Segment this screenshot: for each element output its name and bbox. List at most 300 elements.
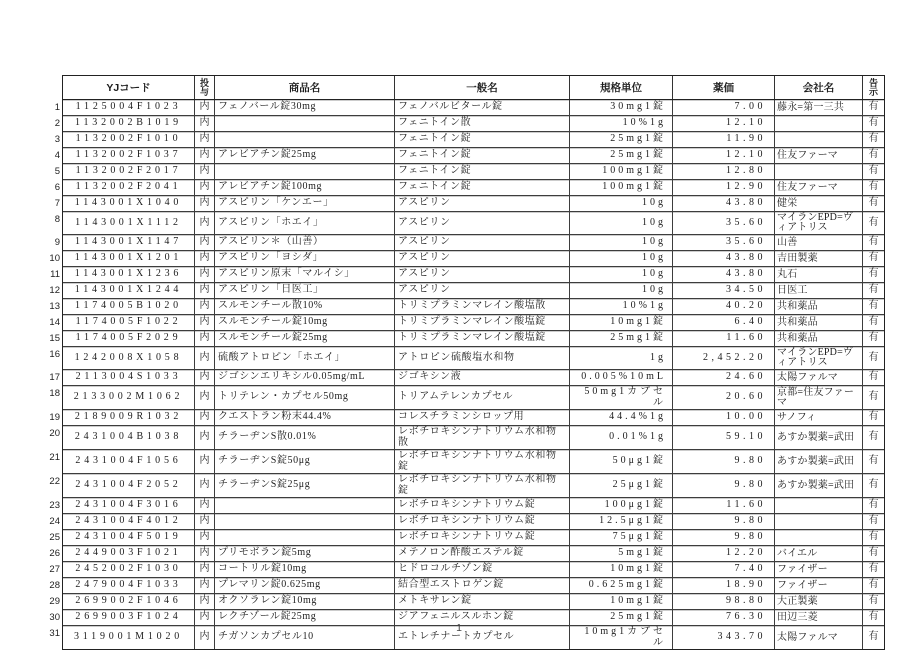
- generic-name-cell: フェノバルビタール錠: [395, 100, 570, 115]
- yj-code-cell: 1174005F1022: [63, 315, 195, 330]
- row-number: 6: [54, 182, 60, 193]
- company-cell: マイランEPD=ヴィアトリス: [775, 212, 863, 234]
- generic-name-cell: フェニトイン散: [395, 116, 570, 131]
- price-cell: 34.50: [673, 283, 775, 298]
- brand-name-cell: プリモボラン錠5mg: [215, 546, 395, 561]
- table-row: [49, 251, 884, 267]
- route-cell: 内: [195, 410, 215, 425]
- row-number: 29: [49, 596, 60, 607]
- unit-cell: 25mg1錠: [570, 610, 673, 625]
- company-cell: 京都=住友ファーマ: [775, 386, 863, 409]
- column-header-yj-code: YJコード: [63, 76, 195, 99]
- column-header-unit: 規格単位: [570, 76, 673, 99]
- brand-name-cell: [215, 116, 395, 131]
- brand-name-cell: アスピリン「ヨシダ」: [215, 251, 395, 266]
- company-cell: 日医工: [775, 283, 863, 298]
- table-body: [49, 100, 884, 649]
- yj-code-cell: 1143001X1236: [63, 267, 195, 282]
- price-cell: 9.80: [673, 450, 775, 473]
- price-cell: 11.60: [673, 498, 775, 513]
- route-cell: 内: [195, 283, 215, 298]
- brand-name-cell: レクチゾール錠25mg: [215, 610, 395, 625]
- table-row: [49, 626, 884, 649]
- price-cell: 43.80: [673, 251, 775, 266]
- page-number: 1: [456, 622, 462, 634]
- company-cell: あすか製薬=武田: [775, 450, 863, 473]
- row-number: 30: [49, 612, 60, 623]
- route-cell: 内: [195, 148, 215, 163]
- route-cell: 内: [195, 331, 215, 346]
- table-row: [49, 530, 884, 546]
- brand-name-cell: チラーヂンS錠25μg: [215, 474, 395, 497]
- yj-code-cell: 1125004F1023: [63, 100, 195, 115]
- brand-name-cell: チガソンカプセル10: [215, 626, 395, 649]
- company-cell: 住友ファーマ: [775, 180, 863, 195]
- route-cell: 内: [195, 212, 215, 234]
- unit-cell: 25μg1錠: [570, 474, 673, 497]
- column-header-generic: 一般名: [395, 76, 570, 99]
- generic-name-cell: フェニトイン錠: [395, 180, 570, 195]
- company-cell: 丸石: [775, 267, 863, 282]
- row-number: 23: [49, 500, 60, 511]
- company-cell: [775, 132, 863, 147]
- price-cell: 43.80: [673, 267, 775, 282]
- yj-code-cell: 1143001X1112: [63, 212, 195, 234]
- notice-cell: 有: [868, 499, 879, 511]
- generic-name-cell: メトキサレン錠: [395, 594, 570, 609]
- unit-cell: 10g: [570, 196, 673, 211]
- brand-name-cell: アレビアチン錠25mg: [215, 148, 395, 163]
- route-cell: 内: [195, 347, 215, 369]
- price-cell: 9.80: [673, 474, 775, 497]
- route-cell: 内: [195, 546, 215, 561]
- row-number: 12: [49, 285, 60, 296]
- row-number: 28: [49, 580, 60, 591]
- brand-name-cell: プレマリン錠0.625mg: [215, 578, 395, 593]
- yj-code-cell: 1132002F1037: [63, 148, 195, 163]
- table-row: [49, 315, 884, 331]
- notice-cell: 有: [868, 216, 879, 228]
- notice-cell: 有: [868, 284, 879, 296]
- route-cell: 内: [195, 514, 215, 529]
- brand-name-cell: フェノバール錠30mg: [215, 100, 395, 115]
- generic-name-cell: アスピリン: [395, 267, 570, 282]
- route-cell: 内: [195, 610, 215, 625]
- yj-code-cell: 1143001X1244: [63, 283, 195, 298]
- table-row: [49, 410, 884, 426]
- route-cell: 内: [195, 474, 215, 497]
- unit-cell: 10mg1錠: [570, 315, 673, 330]
- unit-cell: 10g: [570, 251, 673, 266]
- route-cell: 内: [195, 180, 215, 195]
- generic-name-cell: トリミプラミンマレイン酸塩散: [395, 299, 570, 314]
- unit-cell: 1g: [570, 347, 673, 369]
- yj-code-cell: 2431004F2052: [63, 474, 195, 497]
- yj-code-cell: 1143001X1040: [63, 196, 195, 211]
- notice-cell: 有: [868, 332, 879, 344]
- route-cell: 内: [195, 594, 215, 609]
- notice-cell: 有: [868, 117, 879, 129]
- route-cell: 内: [195, 235, 215, 250]
- notice-cell: 有: [868, 236, 879, 248]
- company-cell: 共和薬品: [775, 315, 863, 330]
- route-cell: 内: [195, 267, 215, 282]
- yj-code-cell: 1143001X1147: [63, 235, 195, 250]
- yj-code-cell: 2449003F1021: [63, 546, 195, 561]
- unit-cell: 25mg1錠: [570, 132, 673, 147]
- price-cell: 7.40: [673, 562, 775, 577]
- route-cell: 内: [195, 370, 215, 385]
- brand-name-cell: アスピリン「ケンエー」: [215, 196, 395, 211]
- row-number: 25: [49, 532, 60, 543]
- generic-name-cell: レボチロキシンナトリウム錠: [395, 530, 570, 545]
- unit-cell: 5mg1錠: [570, 546, 673, 561]
- generic-name-cell: コレスチラミンシロップ用: [395, 410, 570, 425]
- unit-cell: 10g: [570, 212, 673, 234]
- unit-cell: 30mg1錠: [570, 100, 673, 115]
- brand-name-cell: トリテレン・カプセル50mg: [215, 386, 395, 409]
- price-cell: 6.40: [673, 315, 775, 330]
- price-cell: 11.90: [673, 132, 775, 147]
- table-row: [49, 562, 884, 578]
- notice-cell: 有: [868, 300, 879, 312]
- notice-cell: 有: [868, 252, 879, 264]
- unit-cell: 50mg1カプセル: [570, 386, 673, 409]
- table-row: [49, 347, 884, 370]
- row-number: 27: [49, 564, 60, 575]
- company-cell: 大正製薬: [775, 594, 863, 609]
- table-header-row: [63, 76, 884, 100]
- notice-cell: 有: [868, 595, 879, 607]
- company-cell: あすか製薬=武田: [775, 426, 863, 449]
- unit-cell: 10g: [570, 267, 673, 282]
- notice-cell: 有: [868, 631, 879, 643]
- row-number: 19: [49, 412, 60, 423]
- route-cell: 内: [195, 562, 215, 577]
- row-number: 7: [54, 198, 60, 209]
- generic-name-cell: フェニトイン錠: [395, 132, 570, 147]
- row-number: 11: [50, 269, 60, 280]
- price-cell: 12.80: [673, 164, 775, 179]
- brand-name-cell: [215, 164, 395, 179]
- company-cell: 共和薬品: [775, 331, 863, 346]
- company-cell: 山善: [775, 235, 863, 250]
- unit-cell: 25mg1錠: [570, 148, 673, 163]
- brand-name-cell: [215, 498, 395, 513]
- price-cell: 11.60: [673, 331, 775, 346]
- price-cell: 59.10: [673, 426, 775, 449]
- notice-cell: 有: [868, 611, 879, 623]
- price-cell: 343.70: [673, 626, 775, 649]
- unit-cell: 100μg1錠: [570, 498, 673, 513]
- company-cell: [775, 530, 863, 545]
- table-row: [49, 386, 884, 410]
- unit-cell: 25mg1錠: [570, 331, 673, 346]
- brand-name-cell: スルモンチール錠25mg: [215, 331, 395, 346]
- price-cell: 12.90: [673, 180, 775, 195]
- brand-name-cell: [215, 530, 395, 545]
- yj-code-cell: 1174005B1020: [63, 299, 195, 314]
- brand-name-cell: アレビアチン錠100mg: [215, 180, 395, 195]
- yj-code-cell: 1143001X1201: [63, 251, 195, 266]
- table-row: [54, 148, 884, 164]
- company-cell: 太陽ファルマ: [775, 370, 863, 385]
- unit-cell: 10g: [570, 283, 673, 298]
- table-row: [54, 116, 884, 132]
- price-cell: 24.60: [673, 370, 775, 385]
- notice-cell: 有: [868, 479, 879, 491]
- yj-code-cell: 2431004F3016: [63, 498, 195, 513]
- price-cell: 2,452.20: [673, 347, 775, 369]
- row-number: 31: [49, 628, 60, 639]
- table-row: [54, 235, 884, 251]
- table-row: [49, 594, 884, 610]
- route-cell: 内: [195, 196, 215, 211]
- row-number: 15: [49, 333, 60, 344]
- yj-code-cell: 2431004F1056: [63, 450, 195, 473]
- column-header-notice: 告示: [868, 77, 878, 97]
- company-cell: [775, 164, 863, 179]
- price-cell: 35.60: [673, 235, 775, 250]
- generic-name-cell: アスピリン: [395, 251, 570, 266]
- yj-code-cell: 2431004B1038: [63, 426, 195, 449]
- unit-cell: 10%1g: [570, 299, 673, 314]
- company-cell: [775, 514, 863, 529]
- row-number: 24: [49, 516, 60, 527]
- brand-name-cell: スルモンチール錠10mg: [215, 315, 395, 330]
- table-row: [54, 180, 884, 196]
- column-header-route: 投与: [195, 76, 215, 99]
- table-row: [49, 474, 884, 498]
- generic-name-cell: ジゴキシン液: [395, 370, 570, 385]
- route-cell: 内: [195, 164, 215, 179]
- yj-code-cell: 1132002F2041: [63, 180, 195, 195]
- route-cell: 内: [195, 530, 215, 545]
- price-cell: 9.80: [673, 530, 775, 545]
- price-cell: 12.10: [673, 148, 775, 163]
- brand-name-cell: オクソラレン錠10mg: [215, 594, 395, 609]
- table-row: [49, 426, 884, 450]
- company-cell: 住友ファーマ: [775, 148, 863, 163]
- yj-code-cell: 1132002F2017: [63, 164, 195, 179]
- price-cell: 43.80: [673, 196, 775, 211]
- generic-name-cell: トリミプラミンマレイン酸塩錠: [395, 331, 570, 346]
- generic-name-cell: トリミプラミンマレイン酸塩錠: [395, 315, 570, 330]
- table-row: [54, 164, 884, 180]
- company-cell: 健栄: [775, 196, 863, 211]
- notice-cell: 有: [868, 149, 879, 161]
- notice-cell: 有: [868, 431, 879, 443]
- row-number: 2: [54, 118, 60, 129]
- route-cell: 内: [195, 450, 215, 473]
- company-cell: 藤永=第一三共: [775, 100, 863, 115]
- table-row: [49, 514, 884, 530]
- route-cell: 内: [195, 132, 215, 147]
- unit-cell: 0.005%10mL: [570, 370, 673, 385]
- notice-cell: 有: [868, 579, 879, 591]
- brand-name-cell: チラーヂンS散0.01%: [215, 426, 395, 449]
- brand-name-cell: アスピリン原末「マルイシ」: [215, 267, 395, 282]
- unit-cell: 10%1g: [570, 116, 673, 131]
- generic-name-cell: レボチロキシンナトリウム錠: [395, 514, 570, 529]
- yj-code-cell: 1132002F1010: [63, 132, 195, 147]
- row-number: 18: [49, 388, 60, 399]
- price-cell: 98.80: [673, 594, 775, 609]
- brand-name-cell: アスピリン＊（山善）: [215, 235, 395, 250]
- unit-cell: 0.625mg1錠: [570, 578, 673, 593]
- notice-cell: 有: [868, 371, 879, 383]
- price-cell: 76.30: [673, 610, 775, 625]
- generic-name-cell: トリアムテレンカプセル: [395, 386, 570, 409]
- yj-code-cell: 2699002F1046: [63, 594, 195, 609]
- notice-cell: 有: [868, 411, 879, 423]
- generic-name-cell: ジアフェニルスルホン錠: [395, 610, 570, 625]
- company-cell: 太陽ファルマ: [775, 626, 863, 649]
- column-header-price: 薬価: [673, 76, 775, 99]
- company-cell: あすか製薬=武田: [775, 474, 863, 497]
- unit-cell: 10mg1錠: [570, 594, 673, 609]
- row-number: 1: [54, 102, 60, 113]
- generic-name-cell: レボチロキシンナトリウム水和物錠: [395, 474, 570, 497]
- company-cell: バイエル: [775, 546, 863, 561]
- row-number: 16: [49, 349, 60, 360]
- notice-cell: 有: [868, 391, 879, 403]
- company-cell: [775, 116, 863, 131]
- route-cell: 内: [195, 100, 215, 115]
- brand-name-cell: ジゴシンエリキシル0.05mg/mL: [215, 370, 395, 385]
- brand-name-cell: アスピリン「ホエイ」: [215, 212, 395, 234]
- unit-cell: 50μg1錠: [570, 450, 673, 473]
- unit-cell: 0.01%1g: [570, 426, 673, 449]
- row-number: 14: [49, 317, 60, 328]
- generic-name-cell: 結合型エストロゲン錠: [395, 578, 570, 593]
- yj-code-cell: 2699003F1024: [63, 610, 195, 625]
- table-row: [54, 100, 884, 116]
- route-cell: 内: [195, 426, 215, 449]
- generic-name-cell: フェニトイン錠: [395, 148, 570, 163]
- table-row: [54, 212, 884, 235]
- table-row: [49, 610, 884, 626]
- generic-name-cell: レボチロキシンナトリウム水和物錠: [395, 450, 570, 473]
- brand-name-cell: [215, 514, 395, 529]
- yj-code-cell: 2431004F5019: [63, 530, 195, 545]
- column-header-company: 会社名: [775, 76, 863, 99]
- yj-code-cell: 1242008X1058: [63, 347, 195, 369]
- route-cell: 内: [195, 315, 215, 330]
- generic-name-cell: フェニトイン錠: [395, 164, 570, 179]
- notice-cell: 有: [868, 133, 879, 145]
- table-row: [49, 450, 884, 474]
- table-row: [49, 299, 884, 315]
- brand-name-cell: アスピリン「日医工」: [215, 283, 395, 298]
- route-cell: 内: [195, 299, 215, 314]
- unit-cell: 44.4%1g: [570, 410, 673, 425]
- row-number: 22: [49, 476, 60, 487]
- unit-cell: 10mg1錠: [570, 562, 673, 577]
- generic-name-cell: アスピリン: [395, 212, 570, 234]
- unit-cell: 75μg1錠: [570, 530, 673, 545]
- company-cell: ファイザー: [775, 578, 863, 593]
- company-cell: 田辺三菱: [775, 610, 863, 625]
- price-cell: 12.10: [673, 116, 775, 131]
- generic-name-cell: アスピリン: [395, 235, 570, 250]
- yj-code-cell: 2431004F4012: [63, 514, 195, 529]
- generic-name-cell: レボチロキシンナトリウム水和物散: [395, 426, 570, 449]
- generic-name-cell: エトレチナートカプセル: [395, 626, 570, 649]
- generic-name-cell: メテノロン酢酸エステル錠: [395, 546, 570, 561]
- company-cell: マイランEPD=ヴィアトリス: [775, 347, 863, 369]
- row-number: 13: [49, 301, 60, 312]
- generic-name-cell: アスピリン: [395, 283, 570, 298]
- brand-name-cell: チラーヂンS錠50μg: [215, 450, 395, 473]
- row-number: 20: [49, 428, 60, 439]
- table-row: [54, 132, 884, 148]
- row-number: 8: [54, 214, 60, 225]
- notice-cell: 有: [868, 531, 879, 543]
- brand-name-cell: [215, 132, 395, 147]
- company-cell: [775, 498, 863, 513]
- notice-cell: 有: [868, 455, 879, 467]
- unit-cell: 10mg1カプセル: [570, 626, 673, 649]
- generic-name-cell: ヒドロコルチゾン錠: [395, 562, 570, 577]
- row-number: 4: [54, 150, 60, 161]
- yj-code-cell: 2479004F1033: [63, 578, 195, 593]
- route-cell: 内: [195, 116, 215, 131]
- route-cell: 内: [195, 498, 215, 513]
- price-cell: 9.80: [673, 514, 775, 529]
- brand-name-cell: 硫酸アトロピン「ホエイ」: [215, 347, 395, 369]
- company-cell: ファイザー: [775, 562, 863, 577]
- route-cell: 内: [195, 251, 215, 266]
- company-cell: 吉田製薬: [775, 251, 863, 266]
- table-row: [49, 370, 884, 386]
- generic-name-cell: アトロピン硫酸塩水和物: [395, 347, 570, 369]
- row-number: 21: [49, 452, 60, 463]
- price-cell: 7.00: [673, 100, 775, 115]
- brand-name-cell: コートリル錠10mg: [215, 562, 395, 577]
- notice-cell: 有: [868, 351, 879, 363]
- table-row: [49, 546, 884, 562]
- brand-name-cell: クエストラン粉末44.4%: [215, 410, 395, 425]
- yj-code-cell: 2113004S1033: [63, 370, 195, 385]
- column-header-brand: 商品名: [215, 76, 395, 99]
- company-cell: 共和薬品: [775, 299, 863, 314]
- price-cell: 20.60: [673, 386, 775, 409]
- brand-name-cell: スルモンチール散10%: [215, 299, 395, 314]
- row-number: 9: [54, 237, 60, 248]
- yj-code-cell: 2189009R1032: [63, 410, 195, 425]
- table-row: [49, 498, 884, 514]
- notice-cell: 有: [868, 316, 879, 328]
- notice-cell: 有: [868, 181, 879, 193]
- row-number: 17: [49, 372, 60, 383]
- notice-cell: 有: [868, 547, 879, 559]
- price-cell: 35.60: [673, 212, 775, 234]
- row-number: 10: [49, 253, 60, 264]
- route-cell: 内: [195, 578, 215, 593]
- table-row: [50, 267, 884, 283]
- notice-cell: 有: [868, 268, 879, 280]
- unit-cell: 100mg1錠: [570, 164, 673, 179]
- notice-cell: 有: [868, 563, 879, 575]
- table-row: [49, 578, 884, 594]
- generic-name-cell: アスピリン: [395, 196, 570, 211]
- table-row: [49, 331, 884, 347]
- yj-code-cell: 2452002F1030: [63, 562, 195, 577]
- route-cell: 内: [195, 626, 215, 649]
- notice-cell: 有: [868, 101, 879, 113]
- notice-cell: 有: [868, 515, 879, 527]
